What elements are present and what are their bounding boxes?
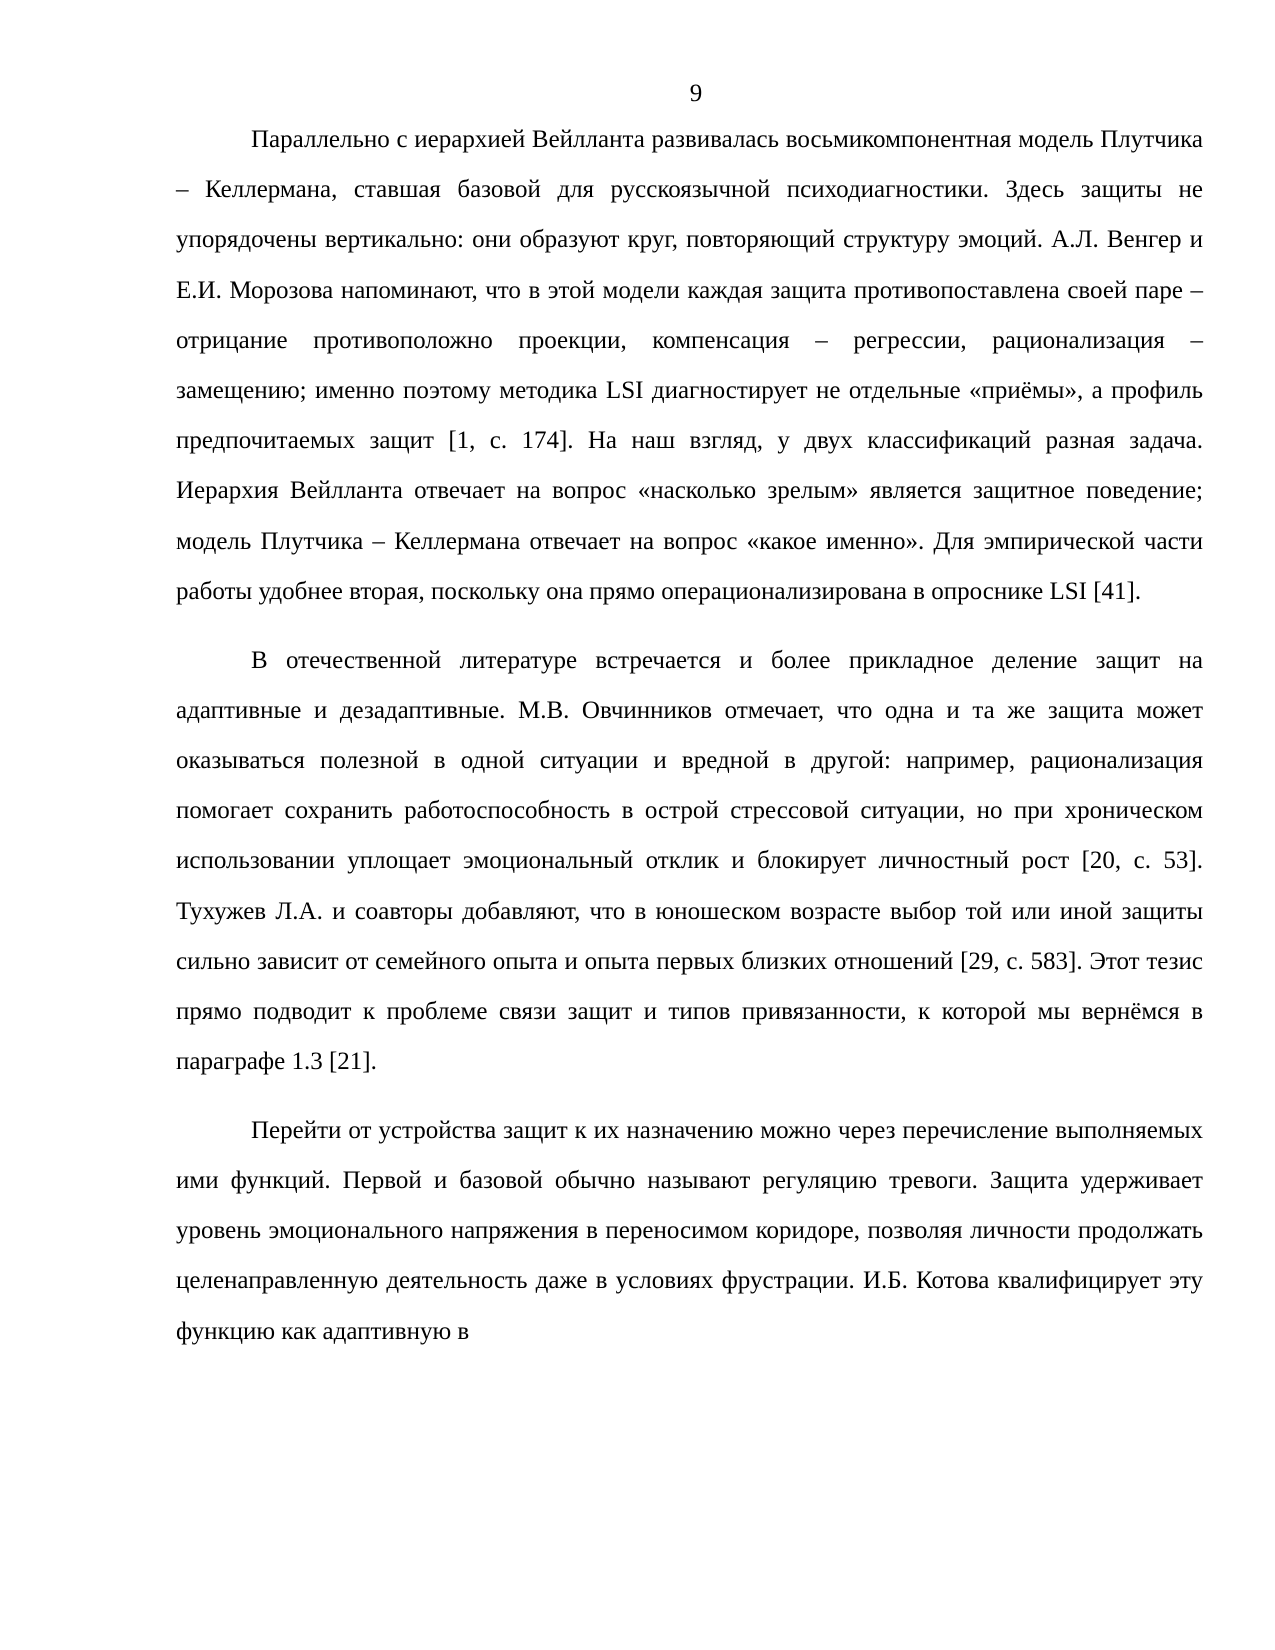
paragraph-1: Параллельно с иерархией Вейлланта развивалась восьмикомпонентная модель Плутчика – Келлермана, ставшая базовой для русскоязычной психодиагностики. Здесь защиты не упорядочены вертикально: они образуют круг, повторяющий структуру эмоций. А.Л. Венгер и Е.И. Морозова напоминают, что в этой модели каждая защита противопоставлена своей паре – отрицание противоположно проекции, компенсация – регрессии, рационализация – замещению; именно поэтому методика LSI диагностирует не отдельные «приёмы», а профиль предпочитаемых защит [1, с. 174]. На наш взгляд, у двух классификаций разная задача. Иерархия Вейлланта отвечает на вопрос «насколько зрелым» является защитное поведение; модель Плутчика – Келлермана отвечает на вопрос «какое именно». Для эмпирической части работы удобнее вторая, поскольку она прямо операционализирована в опроснике LSI [41]. [176, 126, 1203, 605]
body-text [176, 115, 1203, 1357]
paragraph-2: В отечественной литературе встречается и более прикладное деление защит на адаптивные и дезадаптивные. М.В. Овчинников отмечает, что одна и та же защита может оказываться полезной в одной ситуации и вредной в другой: например, рационализация помогает сохранить работоспособность в острой стрессовой ситуации, но при хроническом использовании уплощает эмоциональный отклик и блокирует личностный рост [20, с. 53]. Тухужев Л.А. и соавторы добавляют, что в юношеском возрасте выбор той или иной защиты сильно зависит от семейного опыта и опыта первых близких отношений [29, с. 583]. Этот тезис прямо подводит к проблеме связи защит и типов привязанности, к которой мы вернёмся в параграфе 1.3 [21]. [176, 646, 1203, 1076]
page-number: 9 [689, 80, 703, 107]
paragraph-3: Перейти от устройства защит к их назначению можно через перечисление выполняемых ими функций. Первой и базовой обычно называют регуляцию тревоги. Защита удерживает уровень эмоционального напряжения в переносимом коридоре, позволяя личности продолжать целенаправленную деятельность даже в условиях фрустрации. И.Б. Котова квалифицирует эту функцию как адаптивную в [176, 1116, 1203, 1345]
